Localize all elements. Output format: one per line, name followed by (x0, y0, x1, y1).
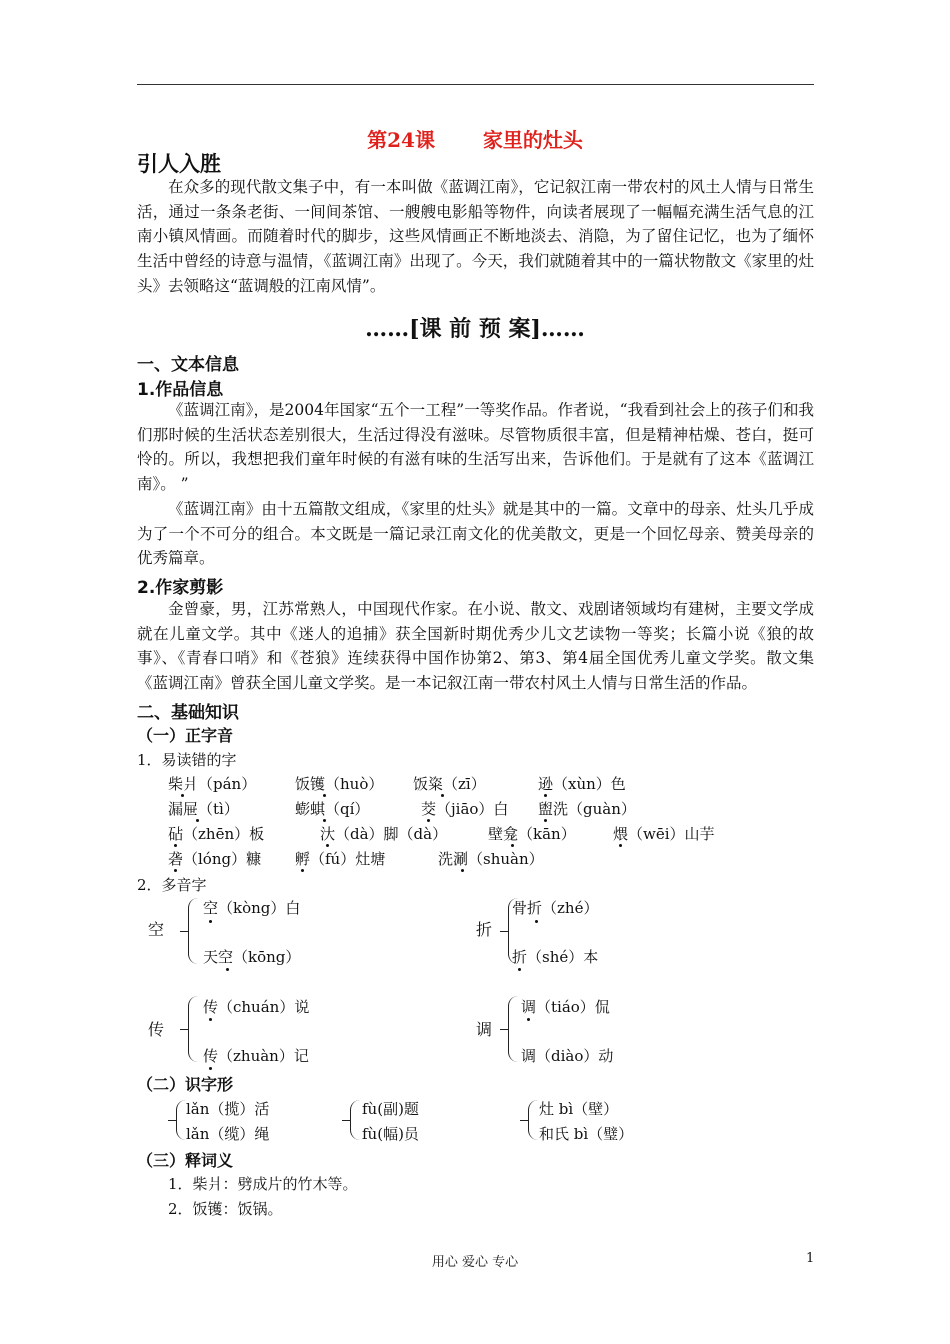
header-rule (137, 84, 814, 85)
author-paragraph: 金曾豪，男，江苏常熟人，中国现代作家。在小说、散文、戏剧诸领域均有建树，主要文学成就在儿童文学。其中《迷人的追捕》获全国新时期优秀少儿文艺读物一等奖；长篇小说《狼的故事》、《青春口哨》和《苍狼》连续获得中国作协第2、第3、第4届全国优秀儿童文学奖。散文集《蓝调江南》曾获全国儿童文学奖。是一本记叙江南一带农村风土人情与日常生活的作品。 (137, 600, 814, 693)
pron-item: 漏屉（tì） (168, 800, 239, 818)
poly-reading: 天空（kōng） (203, 948, 301, 966)
poly-reading: 空（kòng）白 (203, 899, 301, 917)
intro-heading: 引人入胜 (137, 152, 221, 176)
pron-item: 盥洗（guàn） (538, 800, 636, 818)
definition-item: 2．饭镬：饭锅。 (168, 1200, 283, 1218)
pron-item: 砧（zhēn）板 (168, 825, 265, 843)
emphasis-dot (174, 869, 177, 872)
pron-item: 饭粢（zī） (413, 775, 486, 793)
poly-reading: 调（diào）动 (521, 1047, 614, 1065)
emphasis-dot (209, 1067, 212, 1070)
emphasis-dot (461, 869, 464, 872)
poly-char: 传 (148, 1020, 165, 1039)
poly-reading: 骨折（zhé） (512, 899, 599, 917)
item2-label: 2．多音字 (137, 876, 207, 894)
sub2-heading: 2.作家剪影 (137, 578, 224, 598)
poly-reading: 传（chuán）说 (203, 998, 310, 1016)
emphasis-dot (511, 844, 514, 847)
sub1-heading: 1.作品信息 (137, 380, 224, 400)
page-number: 1 (806, 1251, 815, 1266)
emphasis-dot (181, 794, 184, 797)
pron-item: 洗涮（shuàn） (438, 850, 544, 868)
emphasis-dot (326, 844, 329, 847)
part2-heading: （二）识字形 (137, 1075, 234, 1094)
emphasis-dot (209, 920, 212, 923)
part3-heading: （三）释词义 (137, 1151, 234, 1170)
poly-reading: 折（shé）本 (512, 948, 599, 966)
poly-char: 折 (476, 920, 493, 939)
poly-reading: 调（tiáo）侃 (521, 998, 610, 1016)
form-item: lǎn（揽）活 (186, 1100, 270, 1118)
poly-reading: 传（zhuàn）记 (203, 1047, 309, 1065)
emphasis-dot (323, 794, 326, 797)
section2-heading: 二、基础知识 (137, 703, 239, 723)
pron-item: 蟛蜞（qí） (295, 800, 370, 818)
emphasis-dot (619, 844, 622, 847)
pron-item: 汏（dà）脚（dà） (320, 825, 448, 843)
emphasis-dot (323, 819, 326, 822)
form-item: 和氏 bì（璧） (539, 1125, 634, 1143)
form-item: fù(副)题 (362, 1100, 419, 1118)
emphasis-dot (518, 968, 521, 971)
poly-char: 调 (476, 1020, 493, 1039)
emphasis-dot (544, 794, 547, 797)
emphasis-dot (535, 920, 538, 923)
brace (188, 996, 203, 1062)
part1-heading: （一）正字音 (137, 726, 234, 745)
emphasis-dot (226, 968, 229, 971)
intro-paragraph: 在众多的现代散文集子中，有一本叫做《蓝调江南》，它记叙江南一带农村的风土人情与日常生活，通过一条条老街、一间间茶馆、一艘艘电影船等物件，向读者展现了一幅幅充满生活气息的江南小镇风情画。而随着时代的脚步，这些风情画正不断地淡去、消隐，为了留住记忆，也为了缅怀生活中曾经的诗意与温情，《蓝调江南》出现了。今天，我们就随着其中的一篇状物散文《家里的灶头》去领略这“蓝调般的江南风情”。 (137, 178, 814, 295)
definition-item: 1．柴爿：劈成片的竹木等。 (168, 1175, 358, 1193)
lesson-name: 家里的灶头 (482, 128, 583, 152)
emphasis-dot (196, 819, 199, 822)
emphasis-dot (441, 794, 444, 797)
emphasis-dot (209, 1018, 212, 1021)
form-item: 灶 bì（壁） (539, 1100, 619, 1118)
emphasis-dot (174, 844, 177, 847)
footer-motto: 用心 爱心 专心 (431, 1255, 519, 1270)
item1-label: 1．易读错的字 (137, 751, 237, 769)
poly-char: 空 (148, 920, 165, 939)
emphasis-dot (301, 869, 304, 872)
pron-item: 孵（fú）灶塘 (295, 850, 386, 868)
emphasis-dot (544, 819, 547, 822)
brace (188, 898, 203, 964)
work-info-p2: 《蓝调江南》由十五篇散文组成，《家里的灶头》就是其中的一篇。文章中的母亲、灶头几乎成为了一个不可分的组合。本文既是一篇记录江南文化的优美散文，更是一个回忆母亲、赞美母亲的优秀篇章。 (137, 500, 814, 568)
pron-item: 逊（xùn）色 (538, 775, 626, 793)
work-info-p1: 《蓝调江南》，是2004年国家“五个一工程”一等奖作品。作者说，“我看到社会上的孩子们和我们那时候的生活状态差别很大，生活过得没有滋味。尽管物质很丰富，但是精神枯燥、苍白，挺可怜的。所以，我想把我们童年时候的有滋有味的生活写出来，告诉他们。于是就有了这本《蓝调江南》。 ” (137, 401, 814, 494)
form-item: fù(幅)员 (362, 1125, 419, 1143)
pron-item: 砻（lóng）糠 (168, 850, 262, 868)
pron-item: 茭（jiāo）白 (421, 800, 509, 818)
pron-item: 柴爿（pán） (168, 775, 257, 793)
section1-heading: 一、文本信息 (137, 355, 239, 375)
pron-item: 壁龛（kān） (488, 825, 576, 843)
pron-item: 煨（wēi）山芋 (613, 825, 715, 843)
emphasis-dot (427, 819, 430, 822)
lesson-number: 第24课 (367, 128, 435, 152)
pron-item: 饭镬（huò） (295, 775, 384, 793)
emphasis-dot (527, 1018, 530, 1021)
form-item: lǎn（缆）绳 (186, 1125, 270, 1143)
banner-heading: ……[课 前 预 案]…… (365, 316, 585, 342)
